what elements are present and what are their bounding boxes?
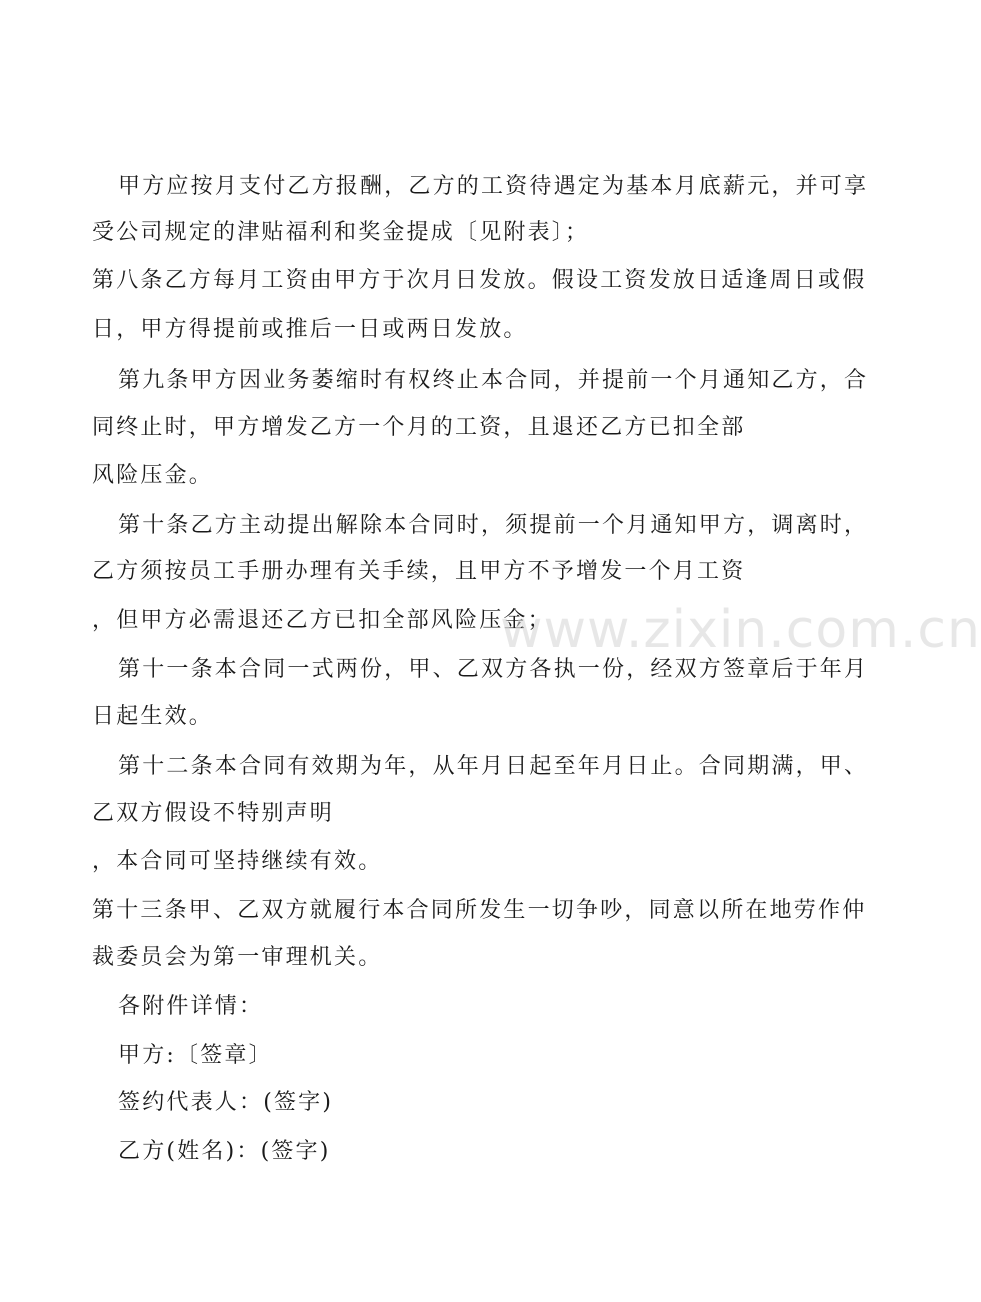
article-9-line-1: 第九条甲方因业务萎缩时有权终止本合同，并提前一个月通知乙方，合	[118, 368, 869, 393]
article-8-line-1: 第八条乙方每月工资由甲方于次月日发放。假设工资发放日适逢周日或假	[92, 268, 867, 293]
article-12-line-1: 第十二条本合同有效期为年，从年月日起至年月日止。合同期满，甲、	[118, 754, 869, 779]
article-11-line-2: 日起生效。	[92, 704, 214, 729]
representative-signature: 签约代表人：(签字)	[118, 1090, 334, 1115]
party-b-signature: 乙方(姓名)：(签字)	[118, 1139, 331, 1164]
article-10-line-1: 第十条乙方主动提出解除本合同时，须提前一个月通知甲方，调离时，	[118, 513, 869, 538]
article-12-line-2: 乙双方假设不特别声明	[92, 801, 335, 826]
body-line-2: 受公司规定的津贴福利和奖金提成〔见附表〕；	[92, 220, 590, 245]
article-8-line-2: 日，甲方得提前或推后一日或两日发放。	[92, 317, 528, 342]
watermark: www.zixin.com.cn	[500, 600, 981, 660]
body-line-1: 甲方应按月支付乙方报酬，乙方的工资待遇定为基本月底薪元，并可享	[118, 174, 869, 199]
article-9-line-3: 风险压金。	[92, 463, 214, 488]
article-10-line-2: 乙方须按员工手册办理有关手续，且甲方不予增发一个月工资	[92, 559, 746, 584]
article-11-line-1: 第十一条本合同一式两份，甲、乙双方各执一份，经双方签章后于年月	[118, 657, 869, 682]
attachments-heading: 各附件详情：	[118, 994, 264, 1019]
article-12-line-3: ，本合同可坚持继续有效。	[92, 849, 383, 874]
article-10-line-3: ，但甲方必需退还乙方已扣全部风险压金；	[92, 608, 552, 633]
article-13-line-2: 裁委员会为第一审理机关。	[92, 945, 383, 970]
article-9-line-2: 同终止时，甲方增发乙方一个月的工资，且退还乙方已扣全部	[92, 415, 746, 440]
article-13-line-1: 第十三条甲、乙双方就履行本合同所发生一切争吵，同意以所在地劳作仲	[92, 898, 867, 923]
party-a-signature: 甲方:〔签章〕	[118, 1043, 273, 1068]
